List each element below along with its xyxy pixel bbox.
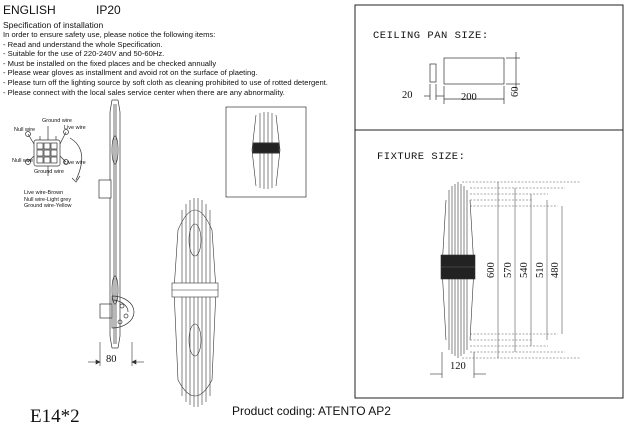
height-value-570: 570: [503, 262, 514, 278]
bracket-drawing: [100, 296, 134, 328]
height-value-510: 510: [535, 262, 546, 278]
wire-label-right-2: Live wire: [64, 160, 86, 166]
front-view-drawing: [172, 198, 218, 407]
fixture-size-title: FIXTURE SIZE:: [377, 151, 466, 163]
height-value-540: 540: [519, 262, 530, 278]
height-value-480: 480: [550, 262, 561, 278]
spec-intro: In order to ensure safety use, please notice the following items:: [3, 30, 216, 39]
wire-legend-item: Ground wire-Yellow: [24, 203, 72, 209]
bulb-quantity: E14*2: [30, 406, 80, 427]
wire-label-left-2: Null wire: [12, 158, 34, 164]
product-thumbnail: [226, 107, 306, 197]
ceiling-pan-title: CEILING PAN SIZE:: [373, 30, 489, 42]
product-coding: Product coding: ATENTO AP2: [232, 404, 391, 418]
spec-item: - Must be installed on the fixed places and be checked annually: [3, 58, 217, 68]
language-label: ENGLISH: [3, 3, 56, 17]
wire-legend-item: Live wire-Brown: [24, 190, 64, 196]
fixture-width-value: 120: [450, 361, 466, 372]
wire-legend-item: Null wire-Light grey: [24, 196, 72, 203]
spec-item: - Read and understand the whole Specification.: [3, 39, 163, 49]
wire-label-bottom: Ground wire: [34, 169, 64, 175]
ceiling-pan-depth: 20: [402, 90, 413, 101]
wire-legend: [24, 190, 72, 210]
spec-item: - Please turn off the lighting source by soft cloth as cleaning prohibited to use of rotted detergent.: [3, 77, 328, 87]
wire-label-top: Ground wire: [42, 118, 72, 124]
spec-item: - Suitable for the use of 220-240V and 50-60Hz.: [3, 49, 165, 59]
spec-item: - Please wear gloves as installment and avoid rot on the surface of plaeting.: [3, 68, 258, 78]
ceiling-pan-length: 200: [461, 92, 477, 103]
height-value-600: 600: [486, 262, 497, 278]
width-value: 80: [106, 354, 117, 365]
side-profile-drawing: [99, 100, 120, 348]
spec-item: - Please connect with the local sales service center when there are any abnormality.: [3, 87, 285, 97]
ceiling-pan-panel: [355, 5, 623, 130]
wire-label-left: Null wire: [14, 127, 36, 133]
fixture-size-drawing: [441, 182, 475, 358]
ceiling-pan-height: 60: [510, 86, 521, 97]
wire-label-right: Live wire: [64, 125, 86, 131]
ip-rating-label: IP20: [96, 3, 121, 17]
spec-title: Specification of installation: [3, 20, 104, 30]
